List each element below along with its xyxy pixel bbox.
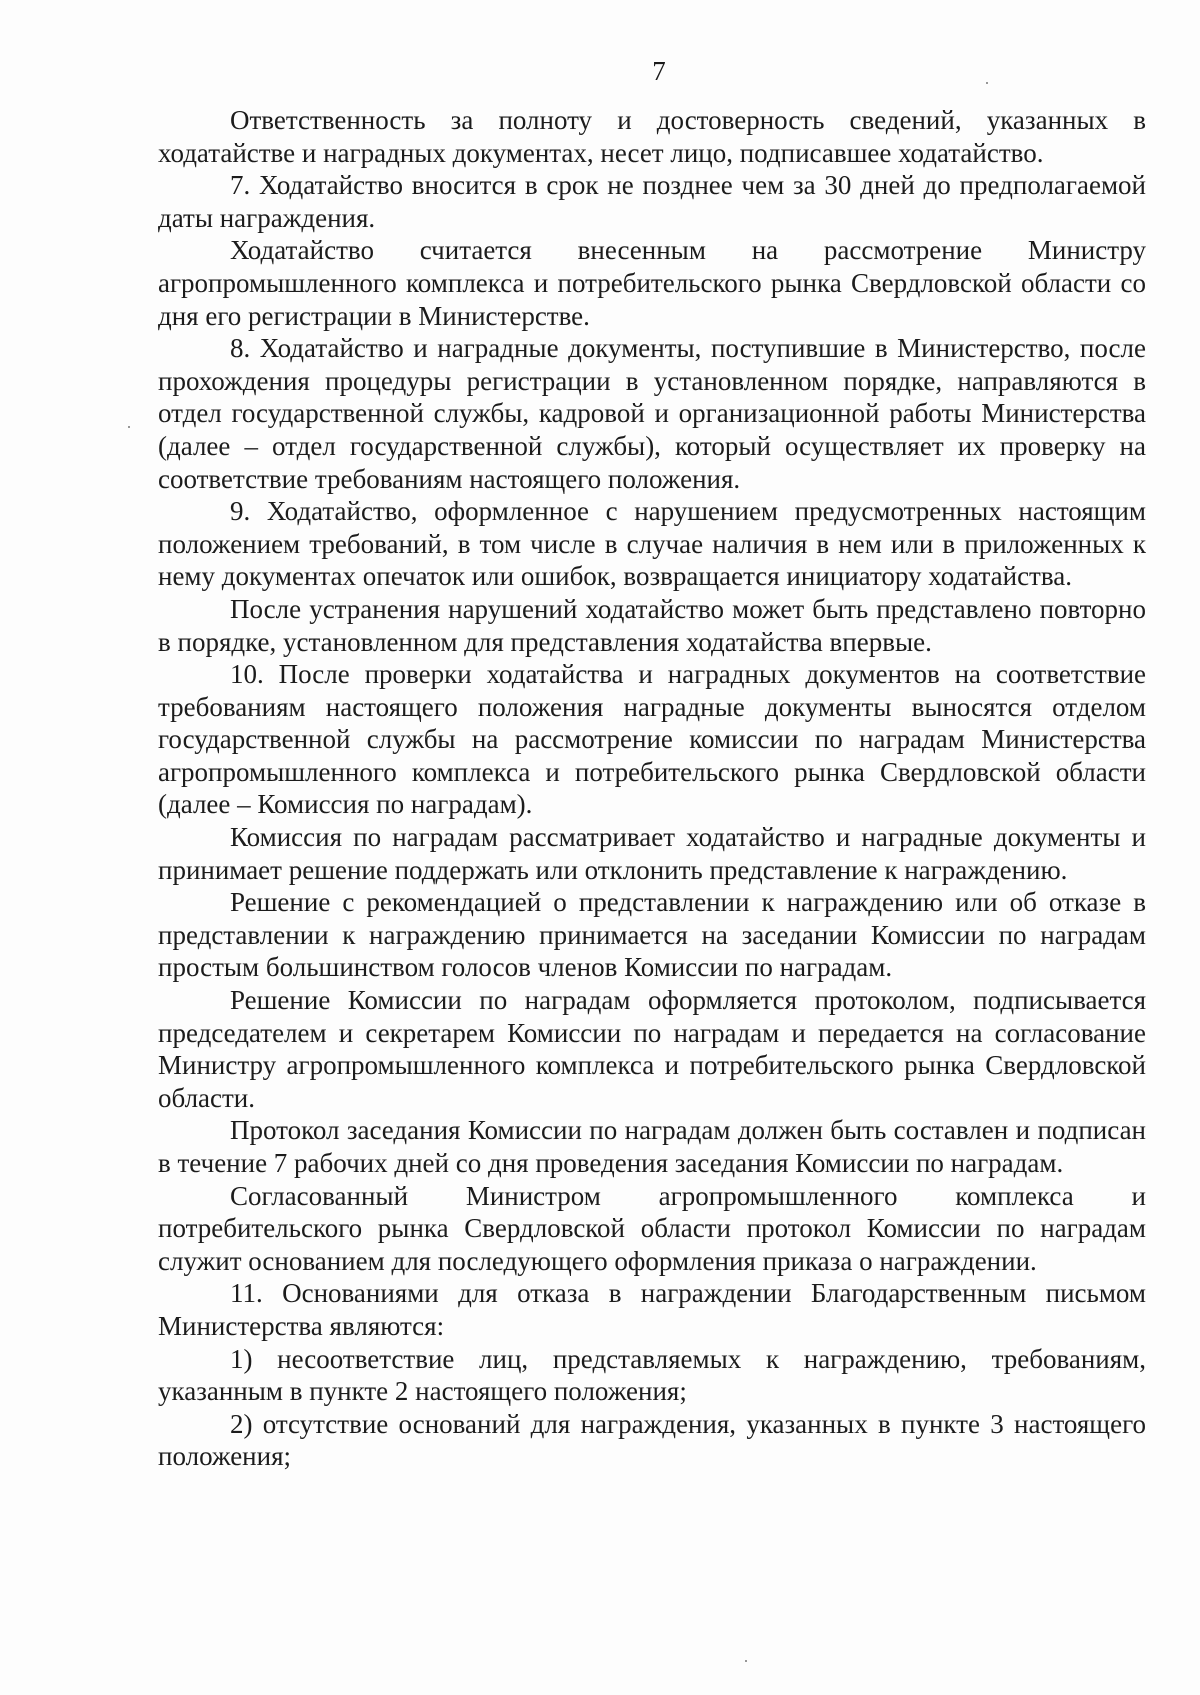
paragraph-responsibility: Ответственность за полноту и достоверность сведений, указанных в ходатайстве и наградных документах, несет лицо, подписавшее ходатайство. xyxy=(158,105,1146,168)
paragraph-10-commission-review: Комиссия по наградам рассматривает ходатайство и наградные документы и принимает решение поддержать или отклонить представление к награждению. xyxy=(158,822,1146,885)
paragraph-8: 8. Ходатайство и наградные документы, поступившие в Министерство, после прохождения процедуры регистрации в установленном порядке, направляются в отдел государственной службы, кадровой и организационной работы Министерства (далее – отдел государственной службы), который осуществляет их проверку на соответствие требованиям настоящего положения. xyxy=(158,333,1146,494)
paragraph-7: 7. Ходатайство вносится в срок не позднее чем за 30 дней до предполагаемой даты награждения. xyxy=(158,170,1146,233)
list-item-2: 2) отсутствие оснований для награждения, указанных в пункте 3 настоящего положения; xyxy=(158,1408,1146,1472)
document-body xyxy=(158,104,1146,1473)
scan-speck xyxy=(986,82,988,84)
paragraph-10-decision: Решение с рекомендацией о представлении к награждению или об отказе в представлении к награждению принимается на заседании Комиссии по наградам простым большинством голосов членов Комиссии по наградам. xyxy=(158,887,1146,983)
scan-speck xyxy=(745,1660,747,1662)
paragraph-10-protocol: Решение Комиссии по наградам оформляется протоколом, подписывается председателем и секретарем Комиссии по наградам и передается на согласование Министру агропромышленного комплекса и потребительского рынка Свердловской области. xyxy=(158,985,1146,1113)
paragraph-7-consideration: Ходатайство считается внесенным на рассмотрение Министру агропромышленного комплекса и потребительского рынка Свердловской области со дня его регистрации в Министерстве. xyxy=(158,235,1146,331)
paragraph-10: 10. После проверки ходатайства и наградных документов на соответствие требованиям настоящего положения наградные документы выносятся отделом государственной службы на рассмотрение комиссии по наградам Министерства агропромышленного комплекса и потребительского рынка Свердловской области (далее – Комиссия по наградам). xyxy=(158,659,1146,820)
paragraph-9: 9. Ходатайство, оформленное с нарушением предусмотренных настоящим положением требований, в том числе в случае наличия в нем или в приложенных к нему документах опечаток или ошибок, возвращается инициатору ходатайства. xyxy=(158,496,1146,592)
paragraph-9-resubmission: После устранения нарушений ходатайство может быть представлено повторно в порядке, установленном для представления ходатайства впервые. xyxy=(158,593,1146,657)
list-item-1: 1) несоответствие лиц, представляемых к награждению, требованиям, указанным в пункте 2 настоящего положения; xyxy=(158,1343,1146,1407)
page-number: 7 xyxy=(652,56,666,86)
paragraph-11: 11. Основаниями для отказа в награждении Благодарственным письмом Министерства являются: xyxy=(158,1278,1146,1341)
scan-speck xyxy=(128,426,130,428)
paragraph-10-protocol-deadline: Протокол заседания Комиссии по наградам должен быть составлен и подписан в течение 7 рабочих дней со дня проведения заседания Комиссии по наградам. xyxy=(158,1115,1146,1178)
paragraph-10-approved-protocol: Согласованный Министром агропромышленного комплекса и потребительского рынка Свердловской области протокол Комиссии по наградам служит основанием для последующего оформления приказа о награждении. xyxy=(158,1180,1146,1276)
